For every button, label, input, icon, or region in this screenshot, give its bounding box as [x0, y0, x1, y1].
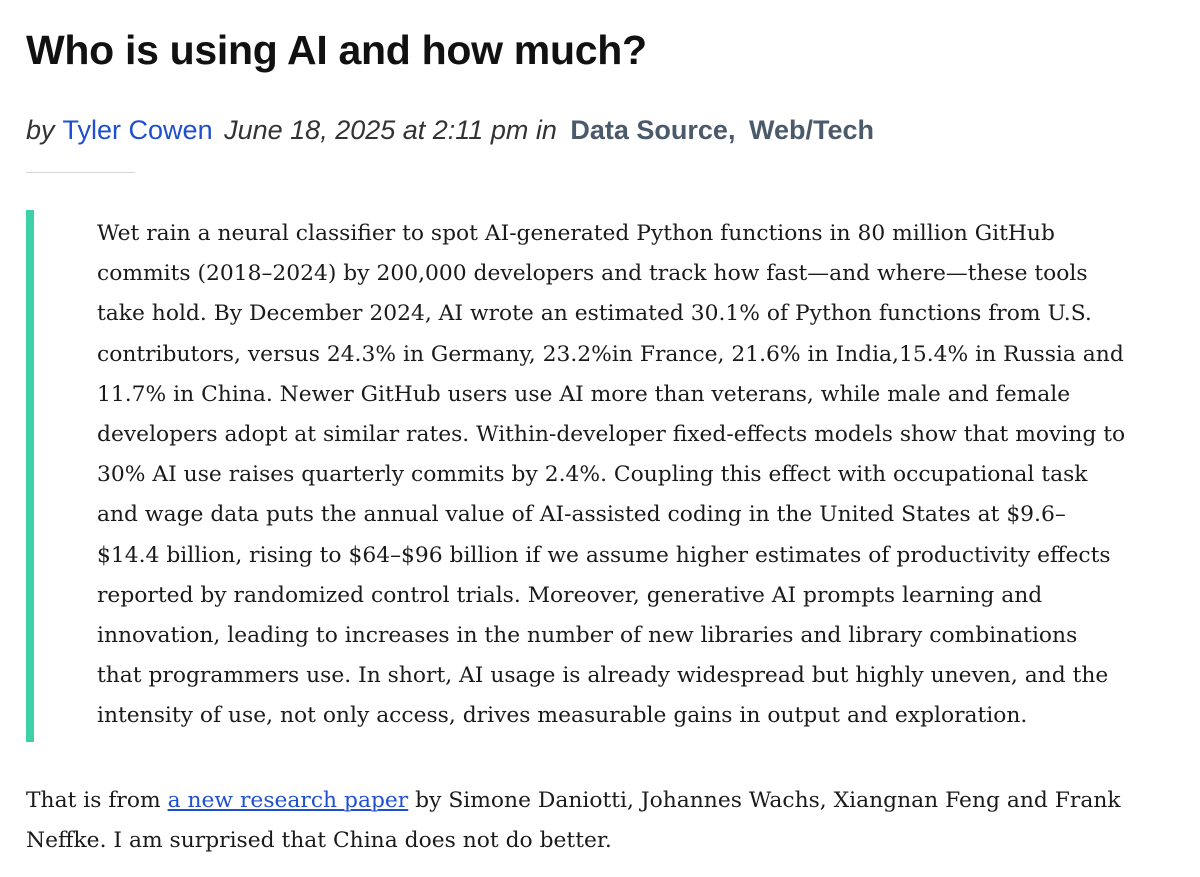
paragraph-text-end: by Simone Daniotti, Johannes Wachs, Xiangnan Feng and Frank Neffke. I am surprised that China does not do better.	[26, 787, 1121, 853]
byline	[26, 114, 1192, 146]
byline-divider	[26, 172, 135, 173]
research-paper-link[interactable]: a new research paper	[167, 787, 409, 813]
post-title: Who is using AI and how much?	[26, 27, 647, 73]
byline-by: by	[26, 115, 55, 145]
post-body	[26, 781, 1136, 861]
blog-post	[26, 0, 1192, 861]
post-date: June 18, 2025 at 2:11 pm in	[224, 115, 557, 145]
category-separator: ,	[727, 115, 736, 145]
category-link-web-tech[interactable]: Web/Tech	[748, 115, 874, 145]
blockquote	[26, 210, 1126, 742]
paragraph-text-start: That is from	[26, 787, 168, 813]
post-paragraph	[26, 781, 1136, 861]
category-link-data-source[interactable]: Data Source	[570, 115, 728, 145]
author-link[interactable]: Tyler Cowen	[62, 115, 213, 145]
quote-text: Wet rain a neural classifier to spot AI-generated Python functions in 80 million GitHub commits (2018–2024) by 200,000 developers and track how fast—and where—these tools take hold. By December 2024, AI wrote an estimated 30.1% of Python functions from U.S. contributors, versus 24.3% in Germany, 23.2%in France, 21.6% in India,15.4% in Russia and 11.7% in China. Newer GitHub users use AI more than veterans, while male and female developers adopt at similar rates. Within-developer fixed-effects models show that moving to 30% AI use raises quarterly commits by 2.4%. Coupling this effect with occupational task and wage data puts the annual value of AI-assisted coding in the United States at $9.6–$14.4 billion, rising to $64–$96 billion if we assume higher estimates of productivity effects reported by randomized control trials. Moreover, generative AI prompts learning and innovation, leading to increases in the number of new libraries and library combinations that programmers use. In short, AI usage is already widespread but highly uneven, and the intensity of use, not only access, drives measurable gains in output and exploration.	[97, 221, 1126, 729]
